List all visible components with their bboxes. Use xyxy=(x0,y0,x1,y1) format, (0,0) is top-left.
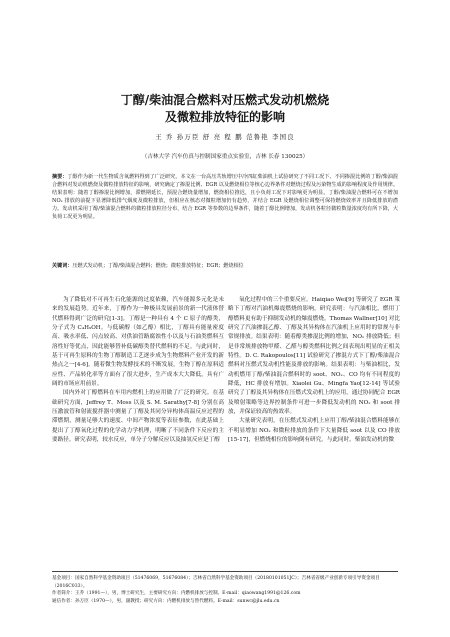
body-paragraph: 氧化过程中的三个重要反应。Haiqiao Wei[9] 等研究了 EGR 策略下丁醇对汽油机爆震燃烧的影响。研究表明：与汽油相比，燃用丁醇燃料更有助于抑制发动机的爆震燃烧。Thomas Wallner[10] 对比研究了汽油掺混乙醇、丁醇及其异构体在汽油机上应用时的常规与非常规排放。结果表明：随着醇类掺混比例的增加，NOₓ 排放降低；但是非常规排放物甲醛、乙醛与醇类燃料比例之间表现出明显的正相关特性。D. C. Rakopoulos[11] 试验研究了掺混方式下丁醇/柴油混合燃料对压燃式发动机性能及排放的影响。结果表明：与柴油相比，发动机燃用丁醇/柴油混合燃料时的 soot、NOₓ、CO 均有不同程度的降低，HC 排放有增加。Xiaolei Gu、Mingfa Yao[12-14] 等试验研究了丁醇及其异构体在压燃式发动机上的应用，通过协同配合 EGR 及喷射策略等边界控制条件可进一步降低发动机的 NOₓ 和 soot 排放，并保证较高的热效率。 xyxy=(228,297,400,416)
title-line-2: 及微粒排放特征的影响 xyxy=(164,110,285,124)
author-list: 王 乔 孙万臣 舒 亮 程 鹏 范鲁艳 李国良 xyxy=(155,133,295,141)
left-column xyxy=(52,296,224,446)
body-paragraph: 国内外对丁醇燃料在车用内燃机上的应用做了广泛的研究。在基础研究方面，Jeffrey T、Moss 以及 S. M. Sarathy[7-8] 分别在高压激波管和射流搅拌器中测量了丁醇及其同分异构体高温反应过程的滞燃期，测量足够大的速度、中间产物浓度等表征参数，在此基础上提出了丁醇氧化过程的化学动力学机理，明晰了不同条件下反应的主要路径。研究表明，较水反应，单分子分解反应以及抽氢反应是丁醇 xyxy=(52,390,224,444)
keywords-label: 关键词： xyxy=(52,263,73,269)
affiliation: （吉林大学 汽车仿真与控制国家重点实验室，吉林 长春 130025） xyxy=(141,154,309,160)
paper-title xyxy=(0,92,450,126)
body-paragraph: 大量研究表明，在压燃式发动机上应用丁醇/柴油混合燃料能够在不明显增加 NOₓ 和微粒排放的条件下大量降低 soot 以及 CO 排放[15-17]，但燃烧相位的影响倒有研究。与此同时，柴油发动机的微 xyxy=(228,418,400,444)
right-column xyxy=(228,296,400,446)
footnote-corresponding: 通信作者：孙万臣（1970—），男，副教授；研究方向：内燃机排放与替代燃料。E-mail：sunwc@jlu.edu.cn xyxy=(52,598,280,604)
abstract-label: 摘要： xyxy=(52,174,68,180)
abstract-text: 丁醇作为新一代生物质含氧燃料得到了广泛研究。本文在一台高压共轨增压中冷四缸柴油机上试验研究了不同工况下、不同掺混比例的丁醇/柴油混合燃料对发动机燃烧及微粒排放特征的影响，研究确定了掺混比例、EGR 以及燃烧相位等核心边界条件对燃烧过程及污染物生成的影响程度及作用规律。结果表明：随着丁醇掺混比例增加，滞燃期延长，预混合燃烧量增加，燃烧相位推迟，且小负荷工况下对影响更为明显。丁醇/柴油混合燃料可在不增加 NOₓ 排放的前提下显著降低排气烟度及微粒排放，但相应在核态对微粒增加仍有趋势，并结合 EGR 及燃烧相位调整可保持燃烧效率并且降低排放的潜力。发动机采用丁醇/柴油混合燃料的微粒排放粒径分布，结合 EGR 等参数的边界条件，随着丁醇比例增加，发动机各粒径微粒数量浓度均有所下降，大负荷工况更为明显。 xyxy=(52,174,398,221)
keywords xyxy=(52,262,398,270)
abstract xyxy=(52,173,398,222)
title-line-1: 丁醇/柴油混合燃料对压燃式发动机燃烧 xyxy=(120,93,330,107)
footnotes xyxy=(52,575,398,605)
footnote-divider xyxy=(52,571,398,572)
body-paragraph: 为了降低对不可再生石化能源的过度依赖，汽车能源多元化是未来的发展趋势。近年来，丁醇作为一种极具发展前景的新一代液体替代燃料得到广泛的研究[1-3]。丁醇是一种具有 4 个 C 原子的醇类，分子式为 C₄H₉OH。与低碳醇（如乙醇）相比，丁醇具有能量密度高、吸水率低、闪点较高、对供油管路腐蚀性小以及与石油类燃料互溶性好等优点，因此能够替补低碳醇类替代燃料的不足。与此同时，基于可再生原料的生物丁醇制造工艺逐步成为生物燃料产业开发的新热点之一[4-6]。随着微生物发酵技术的不断发展，生物丁醇在原料适应性、产品转化率等方面有了很大进步，生产成本大大降低，具有广阔的市场应用前景。 xyxy=(52,297,224,388)
keywords-text: 压燃式发动机；丁醇/柴油混合燃料；燃烧；微粒排放特征；EGR；燃烧相位 xyxy=(72,263,244,269)
footnote-author: 作者简介：王乔（1991—），男，博士研究生，主要研究方向：内燃机排放与控制。E-mail：qiaowang1991@126.com xyxy=(52,591,301,597)
footnote-funding: 基金项目：国家自然科学基金资助项目（51476069，51676084）；吉林省自然科学基金资助项目（20180101051JC）；吉林省省级产业创新专项引导资金项目（2016C033）。 xyxy=(52,576,380,589)
